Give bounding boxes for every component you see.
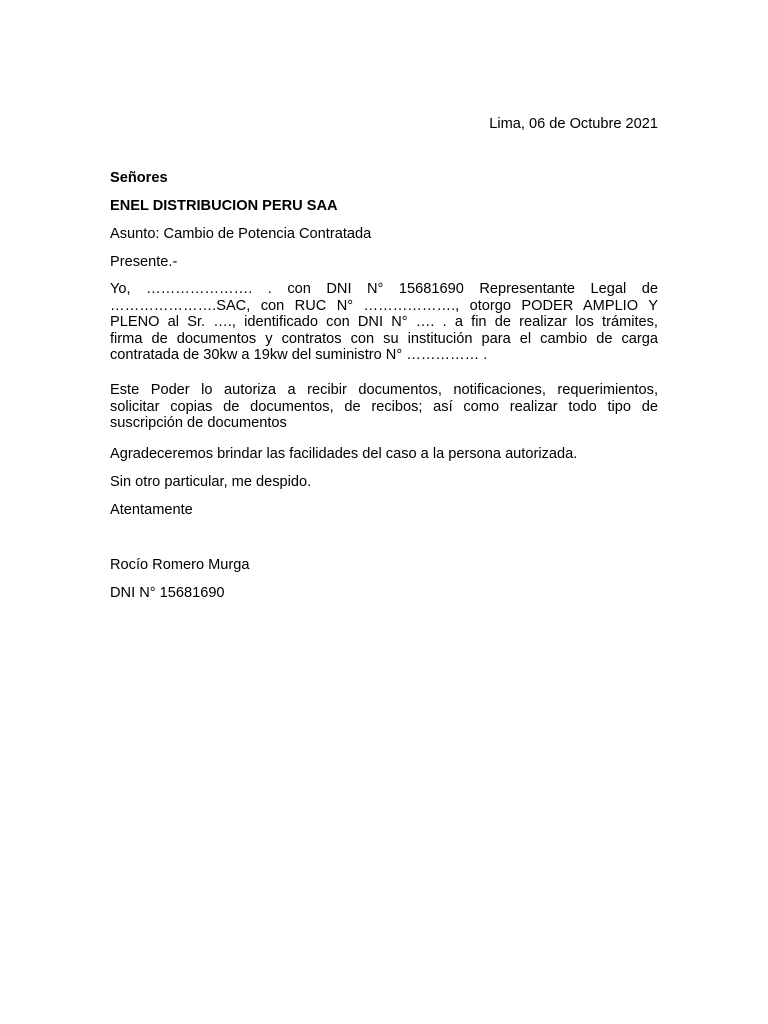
body-paragraph-2-line: Este Poder lo autoriza a recibir documentos, notificaciones, requerimientos,	[110, 382, 658, 398]
letter-date: Lima, 06 de Octubre 2021	[489, 116, 658, 132]
greeting: Presente.-	[110, 254, 178, 270]
body-paragraph-1-line: Yo, …………………. . con DNI N° 15681690 Representante Legal de	[110, 281, 658, 297]
body-paragraph-2-line: solicitar copias de documentos, de recibos; así como realizar todo tipo de	[110, 398, 658, 415]
body-paragraph-2-line: suscripción de documentos	[110, 415, 287, 431]
body-paragraph-2	[110, 382, 658, 432]
signer-id: DNI N° 15681690	[110, 585, 225, 601]
closing-line: Sin otro particular, me despido.	[110, 474, 312, 490]
body-paragraph-1-line: PLENO al Sr. …., identificado con DNI N° …. . a fin de realizar los trámites,	[110, 314, 658, 330]
closing: Atentamente	[110, 502, 193, 518]
body-paragraph-1-line: firma de documentos y contratos con su institución para el cambio de carga	[110, 330, 658, 347]
salutation: Señores	[110, 170, 168, 186]
body-paragraph-1-line: ………………….SAC, con RUC N° ………………., otorgo PODER AMPLIO Y	[110, 297, 658, 314]
signer-name: Rocío Romero Murga	[110, 557, 250, 573]
body-paragraph-1-line: contratada de 30kw a 19kw del suministro N° …………… .	[110, 347, 488, 363]
body-paragraph-1	[110, 281, 658, 364]
recipient: ENEL DISTRIBUCION PERU SAA	[110, 198, 338, 214]
thanks-line: Agradeceremos brindar las facilidades del caso a la persona autorizada.	[110, 446, 578, 462]
subject: Asunto: Cambio de Potencia Contratada	[110, 226, 372, 242]
